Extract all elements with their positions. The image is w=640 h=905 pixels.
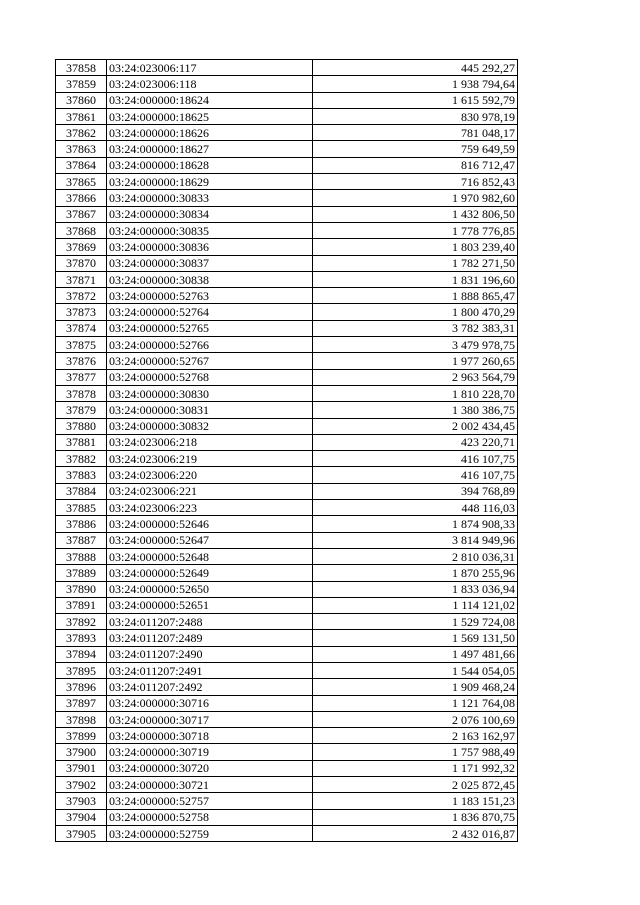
value-cell: 1 938 794,64 xyxy=(313,76,518,92)
table-row xyxy=(56,565,518,581)
cadastral-number-cell: 03:24:000000:52651 xyxy=(107,597,313,613)
row-number-cell: 37869 xyxy=(56,239,107,255)
cadastral-number-cell: 03:24:000000:52763 xyxy=(107,288,313,304)
value-cell: 1 870 255,96 xyxy=(313,565,518,581)
value-cell: 2 810 036,31 xyxy=(313,548,518,564)
table-row xyxy=(56,467,518,483)
row-number-cell: 37883 xyxy=(56,467,107,483)
cadastral-number-cell: 03:24:000000:18624 xyxy=(107,92,313,108)
table-row xyxy=(56,711,518,727)
row-number-cell: 37887 xyxy=(56,532,107,548)
table-row xyxy=(56,418,518,434)
cadastral-number-cell: 03:24:000000:18627 xyxy=(107,141,313,157)
table-row xyxy=(56,760,518,776)
table-row xyxy=(56,92,518,108)
value-cell: 830 978,19 xyxy=(313,108,518,124)
cadastral-number-cell: 03:24:000000:52649 xyxy=(107,565,313,581)
value-cell: 1 615 592,79 xyxy=(313,92,518,108)
value-cell: 759 649,59 xyxy=(313,141,518,157)
table-row xyxy=(56,825,518,841)
row-number-cell: 37891 xyxy=(56,597,107,613)
value-cell: 3 782 383,31 xyxy=(313,320,518,336)
row-number-cell: 37884 xyxy=(56,483,107,499)
cadastral-number-cell: 03:24:000000:30835 xyxy=(107,222,313,238)
table-row xyxy=(56,222,518,238)
table-row xyxy=(56,174,518,190)
table-row xyxy=(56,809,518,825)
row-number-cell: 37901 xyxy=(56,760,107,776)
table-row xyxy=(56,695,518,711)
cadastral-number-cell: 03:24:000000:18625 xyxy=(107,108,313,124)
row-number-cell: 37904 xyxy=(56,809,107,825)
row-number-cell: 37893 xyxy=(56,630,107,646)
cadastral-number-cell: 03:24:000000:52647 xyxy=(107,532,313,548)
row-number-cell: 37885 xyxy=(56,500,107,516)
table-row xyxy=(56,385,518,401)
table-row xyxy=(56,271,518,287)
cadastral-number-cell: 03:24:000000:18629 xyxy=(107,174,313,190)
value-cell: 716 852,43 xyxy=(313,174,518,190)
row-number-cell: 37879 xyxy=(56,402,107,418)
cadastral-number-cell: 03:24:000000:30834 xyxy=(107,206,313,222)
table-row xyxy=(56,369,518,385)
value-cell: 1 544 054,05 xyxy=(313,662,518,678)
value-cell: 1 836 870,75 xyxy=(313,809,518,825)
row-number-cell: 37892 xyxy=(56,614,107,630)
table-row xyxy=(56,239,518,255)
cadastral-number-cell: 03:24:011207:2489 xyxy=(107,630,313,646)
table-row xyxy=(56,108,518,124)
value-cell: 1 810 228,70 xyxy=(313,385,518,401)
row-number-cell: 37888 xyxy=(56,548,107,564)
value-cell: 2 963 564,79 xyxy=(313,369,518,385)
table-row xyxy=(56,288,518,304)
row-number-cell: 37874 xyxy=(56,320,107,336)
cadastral-number-cell: 03:24:000000:30720 xyxy=(107,760,313,776)
value-cell: 416 107,75 xyxy=(313,451,518,467)
row-number-cell: 37863 xyxy=(56,141,107,157)
table-body xyxy=(56,60,518,842)
row-number-cell: 37859 xyxy=(56,76,107,92)
cadastral-number-cell: 03:24:000000:30832 xyxy=(107,418,313,434)
value-cell: 1 977 260,65 xyxy=(313,353,518,369)
cadastral-number-cell: 03:24:023006:219 xyxy=(107,451,313,467)
cadastral-number-cell: 03:24:000000:30716 xyxy=(107,695,313,711)
table-row xyxy=(56,337,518,353)
row-number-cell: 37876 xyxy=(56,353,107,369)
row-number-cell: 37896 xyxy=(56,679,107,695)
table-row xyxy=(56,630,518,646)
value-cell: 1 874 908,33 xyxy=(313,516,518,532)
table-row xyxy=(56,662,518,678)
value-cell: 1 909 468,24 xyxy=(313,679,518,695)
row-number-cell: 37875 xyxy=(56,337,107,353)
table-row xyxy=(56,141,518,157)
table-row xyxy=(56,581,518,597)
cadastral-number-cell: 03:24:011207:2490 xyxy=(107,646,313,662)
table-row xyxy=(56,304,518,320)
row-number-cell: 37905 xyxy=(56,825,107,841)
cadastral-number-cell: 03:24:011207:2491 xyxy=(107,662,313,678)
value-cell: 1 121 764,08 xyxy=(313,695,518,711)
value-cell: 1 803 239,40 xyxy=(313,239,518,255)
row-number-cell: 37880 xyxy=(56,418,107,434)
cadastral-number-cell: 03:24:000000:52759 xyxy=(107,825,313,841)
cadastral-number-cell: 03:24:000000:30837 xyxy=(107,255,313,271)
table-row xyxy=(56,777,518,793)
table-row xyxy=(56,483,518,499)
table-row xyxy=(56,614,518,630)
value-cell: 1 782 271,50 xyxy=(313,255,518,271)
row-number-cell: 37881 xyxy=(56,434,107,450)
row-number-cell: 37865 xyxy=(56,174,107,190)
table-row xyxy=(56,206,518,222)
row-number-cell: 37867 xyxy=(56,206,107,222)
cadastral-number-cell: 03:24:023006:118 xyxy=(107,76,313,92)
cadastral-number-cell: 03:24:000000:30721 xyxy=(107,777,313,793)
value-cell: 1 497 481,66 xyxy=(313,646,518,662)
table-row xyxy=(56,646,518,662)
row-number-cell: 37878 xyxy=(56,385,107,401)
table-row xyxy=(56,793,518,809)
value-cell: 2 163 162,97 xyxy=(313,728,518,744)
cadastral-number-cell: 03:24:000000:52646 xyxy=(107,516,313,532)
value-cell: 448 116,03 xyxy=(313,500,518,516)
value-cell: 1 831 196,60 xyxy=(313,271,518,287)
table-row xyxy=(56,190,518,206)
value-cell: 3 814 949,96 xyxy=(313,532,518,548)
cadastral-number-cell: 03:24:000000:30719 xyxy=(107,744,313,760)
cadastral-number-cell: 03:24:000000:52764 xyxy=(107,304,313,320)
table-row xyxy=(56,60,518,76)
cadastral-number-cell: 03:24:011207:2492 xyxy=(107,679,313,695)
table-row xyxy=(56,744,518,760)
value-cell: 2 432 016,87 xyxy=(313,825,518,841)
value-cell: 1 171 992,32 xyxy=(313,760,518,776)
row-number-cell: 37899 xyxy=(56,728,107,744)
table-row xyxy=(56,516,518,532)
value-cell: 2 076 100,69 xyxy=(313,711,518,727)
row-number-cell: 37890 xyxy=(56,581,107,597)
table-row xyxy=(56,353,518,369)
row-number-cell: 37898 xyxy=(56,711,107,727)
value-cell: 445 292,27 xyxy=(313,60,518,76)
cadastral-number-cell: 03:24:000000:30830 xyxy=(107,385,313,401)
value-cell: 1 833 036,94 xyxy=(313,581,518,597)
row-number-cell: 37860 xyxy=(56,92,107,108)
cadastral-number-cell: 03:24:000000:30718 xyxy=(107,728,313,744)
row-number-cell: 37861 xyxy=(56,108,107,124)
row-number-cell: 37882 xyxy=(56,451,107,467)
row-number-cell: 37862 xyxy=(56,125,107,141)
row-number-cell: 37886 xyxy=(56,516,107,532)
cadastral-number-cell: 03:24:000000:30831 xyxy=(107,402,313,418)
value-cell: 423 220,71 xyxy=(313,434,518,450)
cadastral-number-cell: 03:24:023006:223 xyxy=(107,500,313,516)
row-number-cell: 37897 xyxy=(56,695,107,711)
row-number-cell: 37877 xyxy=(56,369,107,385)
cadastral-number-cell: 03:24:000000:18628 xyxy=(107,157,313,173)
cadastral-number-cell: 03:24:000000:52766 xyxy=(107,337,313,353)
row-number-cell: 37872 xyxy=(56,288,107,304)
value-cell: 1 800 470,29 xyxy=(313,304,518,320)
cadastral-number-cell: 03:24:000000:18626 xyxy=(107,125,313,141)
table-row xyxy=(56,125,518,141)
cadastral-number-cell: 03:24:011207:2488 xyxy=(107,614,313,630)
row-number-cell: 37873 xyxy=(56,304,107,320)
cadastral-number-cell: 03:24:000000:30717 xyxy=(107,711,313,727)
table-row xyxy=(56,532,518,548)
cadastral-number-cell: 03:24:000000:52650 xyxy=(107,581,313,597)
row-number-cell: 37895 xyxy=(56,662,107,678)
cadastral-number-cell: 03:24:023006:218 xyxy=(107,434,313,450)
row-number-cell: 37894 xyxy=(56,646,107,662)
row-number-cell: 37858 xyxy=(56,60,107,76)
table-row xyxy=(56,500,518,516)
row-number-cell: 37868 xyxy=(56,222,107,238)
value-cell: 1 432 806,50 xyxy=(313,206,518,222)
table-row xyxy=(56,76,518,92)
cadastral-number-cell: 03:24:023006:220 xyxy=(107,467,313,483)
cadastral-number-cell: 03:24:000000:52767 xyxy=(107,353,313,369)
cadastral-number-cell: 03:24:023006:117 xyxy=(107,60,313,76)
cadastral-value-table xyxy=(55,59,518,842)
row-number-cell: 37900 xyxy=(56,744,107,760)
table-row xyxy=(56,255,518,271)
cadastral-number-cell: 03:24:000000:52648 xyxy=(107,548,313,564)
value-cell: 1 970 982,60 xyxy=(313,190,518,206)
cadastral-number-cell: 03:24:000000:30836 xyxy=(107,239,313,255)
value-cell: 816 712,47 xyxy=(313,157,518,173)
value-cell: 3 479 978,75 xyxy=(313,337,518,353)
value-cell: 1 778 776,85 xyxy=(313,222,518,238)
row-number-cell: 37866 xyxy=(56,190,107,206)
cadastral-number-cell: 03:24:000000:52768 xyxy=(107,369,313,385)
value-cell: 1 569 131,50 xyxy=(313,630,518,646)
value-cell: 781 048,17 xyxy=(313,125,518,141)
value-cell: 394 768,89 xyxy=(313,483,518,499)
table-row xyxy=(56,597,518,613)
cadastral-number-cell: 03:24:000000:52758 xyxy=(107,809,313,825)
row-number-cell: 37864 xyxy=(56,157,107,173)
table-row xyxy=(56,157,518,173)
cadastral-number-cell: 03:24:000000:30833 xyxy=(107,190,313,206)
table-row xyxy=(56,402,518,418)
row-number-cell: 37902 xyxy=(56,777,107,793)
cadastral-number-cell: 03:24:023006:221 xyxy=(107,483,313,499)
value-cell: 1 183 151,23 xyxy=(313,793,518,809)
cadastral-number-cell: 03:24:000000:30838 xyxy=(107,271,313,287)
table-row xyxy=(56,679,518,695)
table-row xyxy=(56,728,518,744)
value-cell: 1 757 988,49 xyxy=(313,744,518,760)
value-cell: 1 114 121,02 xyxy=(313,597,518,613)
cadastral-number-cell: 03:24:000000:52757 xyxy=(107,793,313,809)
row-number-cell: 37903 xyxy=(56,793,107,809)
value-cell: 1 380 386,75 xyxy=(313,402,518,418)
row-number-cell: 37871 xyxy=(56,271,107,287)
value-cell: 1 529 724,08 xyxy=(313,614,518,630)
table-row xyxy=(56,451,518,467)
row-number-cell: 37870 xyxy=(56,255,107,271)
table-row xyxy=(56,434,518,450)
value-cell: 416 107,75 xyxy=(313,467,518,483)
value-cell: 2 002 434,45 xyxy=(313,418,518,434)
value-cell: 2 025 872,45 xyxy=(313,777,518,793)
table-row xyxy=(56,320,518,336)
table-row xyxy=(56,548,518,564)
cadastral-number-cell: 03:24:000000:52765 xyxy=(107,320,313,336)
row-number-cell: 37889 xyxy=(56,565,107,581)
value-cell: 1 888 865,47 xyxy=(313,288,518,304)
